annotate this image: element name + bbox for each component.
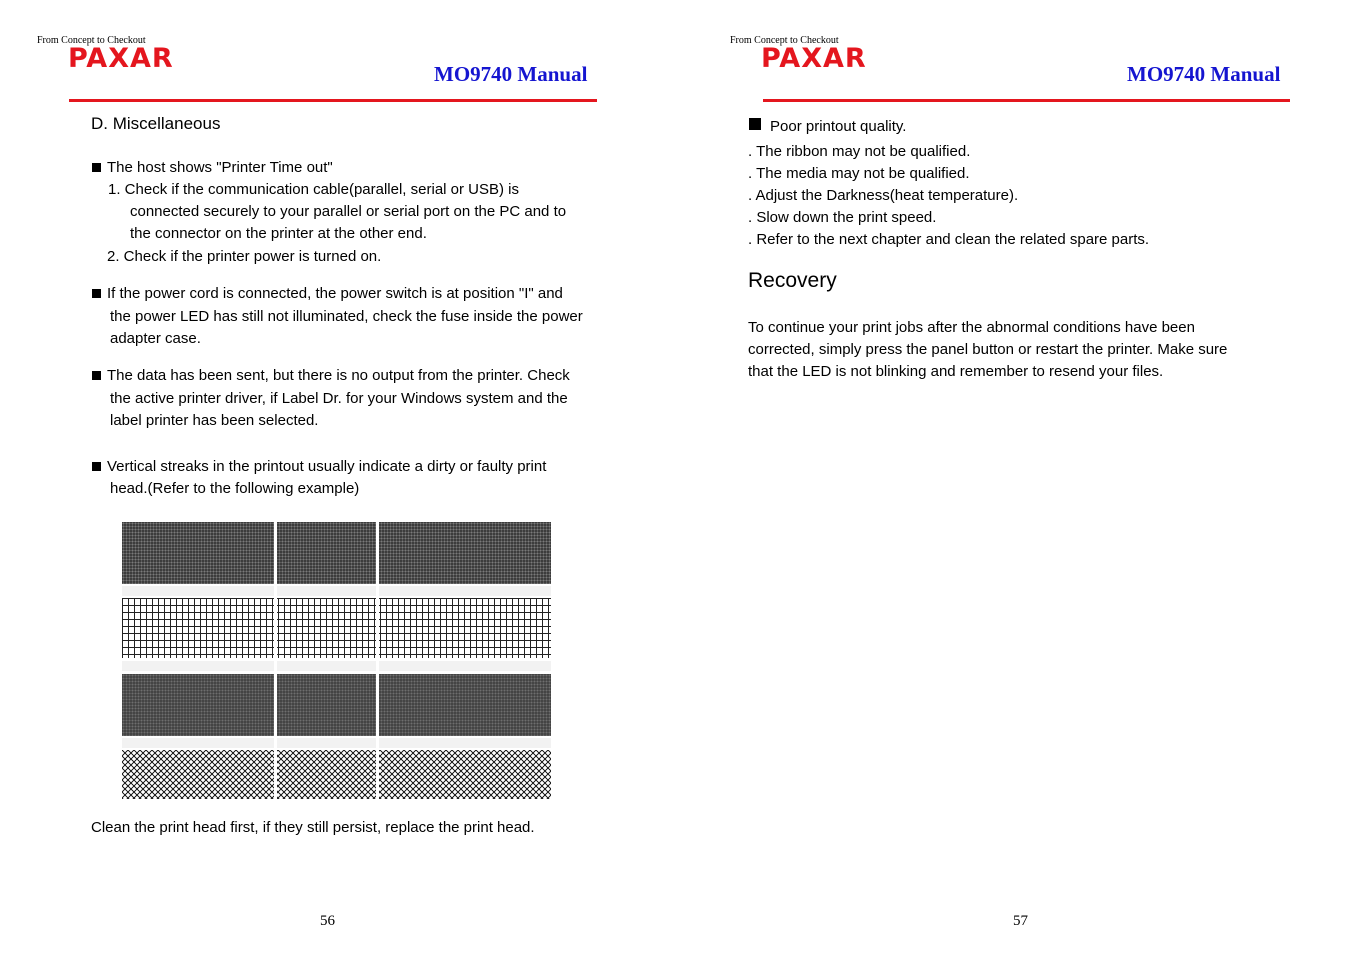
square-bullet-icon [92,462,101,471]
manual-title: MO9740 Manual [1127,62,1281,86]
crosshatch-pattern-band [122,750,551,799]
list-item-sub: 1. Check if the communication cable(parallel, serial or USB) is [108,181,519,198]
vertical-streak [274,522,277,799]
list-item: The host shows "Printer Time out" [92,157,333,179]
list-item-line: the power LED has still not illuminated, check the fuse inside the power [110,308,583,325]
print-streak-example-image [122,522,551,799]
header-rule [69,99,597,102]
recovery-text: corrected, simply press the panel button or restart the printer. Make sure [748,341,1228,358]
header-rule [763,99,1290,102]
page-56 [0,0,675,954]
brand-tagline: From Concept to Checkout [730,35,839,46]
square-bullet-icon [749,118,761,130]
list-item: Vertical streaks in the printout usually indicate a dirty or faulty print [92,456,546,478]
paxar-logo: PAXAR [761,43,867,74]
recovery-heading: Recovery [748,269,837,292]
manual-title: MO9740 Manual [434,62,588,86]
list-item-sub: the connector on the printer at the other end. [130,225,427,242]
page-number: 56 [320,913,335,929]
list-item-sub: connected securely to your parallel or serial port on the PC and to [130,203,567,220]
page-57 [693,0,1351,954]
list-item-line: label printer has been selected. [110,412,319,429]
list-item: The data has been sent, but there is no output from the printer. Check [92,365,570,387]
recovery-text: To continue your print jobs after the abnormal conditions have been [748,319,1195,336]
check-item: . Refer to the next chapter and clean the related spare parts. [748,231,1150,248]
dark-pattern-band [122,522,551,584]
list-item-line: adapter case. [110,330,201,347]
check-item: . Slow down the print speed. [748,209,937,226]
bullet-heading: Poor printout quality. [749,116,906,138]
square-bullet-icon [92,371,101,380]
page-number: 57 [1013,913,1028,929]
list-item-line: head.(Refer to the following example) [110,480,360,497]
vertical-streak [376,522,379,799]
footer-note: Clean the print head first, if they still persist, replace the print head. [91,819,535,836]
check-item: . The media may not be qualified. [748,165,970,182]
square-bullet-icon [92,289,101,298]
dark-pattern-band [122,674,551,736]
brand-tagline: From Concept to Checkout [37,35,146,46]
list-item-line: the active printer driver, if Label Dr. for your Windows system and the [110,390,568,407]
paxar-logo: PAXAR [68,43,174,74]
list-item-sub: 2. Check if the printer power is turned on. [107,248,382,265]
section-heading: D. Miscellaneous [91,114,221,133]
square-bullet-icon [92,163,101,172]
check-item: . The ribbon may not be qualified. [748,143,971,160]
list-item: If the power cord is connected, the power switch is at position "I" and [92,283,563,305]
recovery-text: that the LED is not blinking and remember to resend your files. [748,363,1164,380]
check-item: . Adjust the Darkness(heat temperature). [748,187,1019,204]
grid-pattern-band [122,598,551,658]
